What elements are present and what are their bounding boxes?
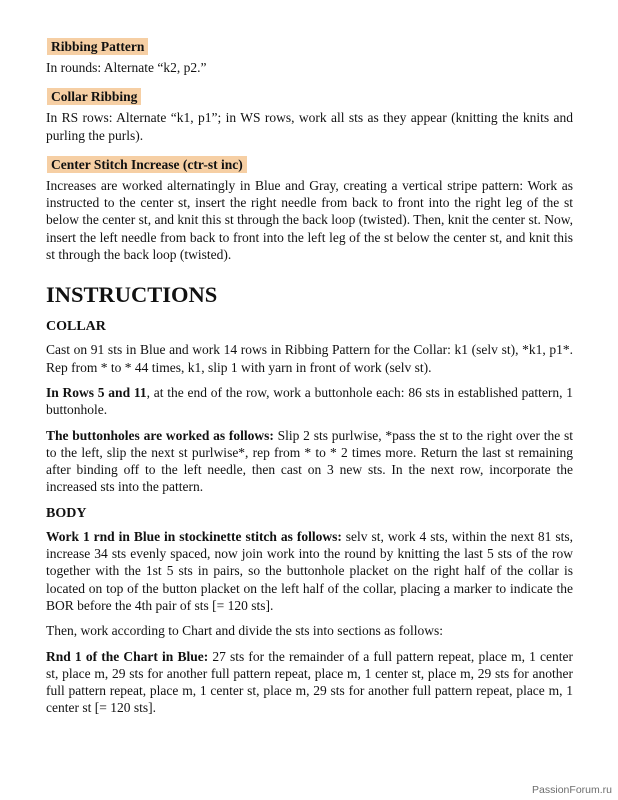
body-paragraph-3-lead: Rnd 1 of the Chart in Blue: — [46, 648, 209, 664]
collar-heading: COLLAR — [46, 319, 106, 335]
document-page — [46, 38, 573, 717]
collar-paragraph-1: Cast on 91 sts in Blue and work 14 rows in Ribbing Pattern for the Collar: k1 (selv st), *k1, p1*. Rep from * to * 44 times, k1, slip 1 with yarn in front of work (selv st). — [46, 342, 573, 375]
center-stitch-increase-text: Increases are worked alternatingly in Blue and Gray, creating a vertical stripe pattern: Work as instructed to the center st, insert the right needle from back to front into the right leg of the st below the center st, and knit this st through the back loop (twisted). Then, knit the center st. Now, insert the left needle from back to front into the left leg of the st below the center st, and knit this st through the back loop (twisted). — [46, 177, 573, 263]
body-paragraph-1-lead: Work 1 rnd in Blue in stockinette stitch as follows: — [46, 528, 342, 544]
collar-paragraph-3 — [46, 427, 573, 496]
body-paragraph-3 — [46, 648, 573, 717]
collar-ribbing-text: In RS rows: Alternate “k1, p1”; in WS rows, work all sts as they appear (knitting the knits and purling the purls). — [46, 110, 573, 143]
body-paragraph-3-text: 27 sts for the remainder of a full pattern repeat, place m, 1 center st, place m, 29 sts for another full pattern repeat, place m, 1 center st, place m, 29 sts for another full pattern repeat, place m, 1 center st, place m, 29 sts for another full pattern repeat, place m, 1 center st [= 120 sts]. — [46, 648, 573, 716]
center-stitch-increase-heading: Center Stitch Increase (ctr-st inc) — [47, 156, 247, 173]
body-heading: BODY — [46, 505, 87, 521]
collar-paragraph-2 — [46, 384, 573, 419]
collar-paragraph-2-lead: In Rows 5 and 11 — [46, 384, 147, 400]
collar-paragraph-3-lead: The buttonholes are worked as follows: — [46, 427, 274, 443]
watermark: PassionForum.ru — [532, 784, 612, 796]
collar-ribbing-heading: Collar Ribbing — [47, 88, 141, 105]
ribbing-pattern-heading: Ribbing Pattern — [47, 38, 148, 55]
collar-paragraph-2-text: , at the end of the row, work a buttonhole each: 86 sts in established pattern, 1 buttonhole. — [46, 384, 573, 418]
body-paragraph-1 — [46, 528, 573, 614]
body-paragraph-2: Then, work according to Chart and divide the sts into sections as follows: — [46, 623, 444, 639]
ribbing-pattern-text: In rounds: Alternate “k2, p2.” — [46, 60, 207, 75]
body-paragraph-1-text: selv st, work 4 sts, within the next 81 sts, increase 34 sts evenly spaced, now join work into the round by knitting the last 5 sts of the row together with the 1st 5 sts in pairs, so the buttonhole placket on the right half of the collar is located on top of the button placket on the left half of the collar, placing a marker to indicate the BOR before the 4th pair of sts [= 120 sts]. — [46, 528, 573, 613]
instructions-title: INSTRUCTIONS — [46, 282, 218, 308]
collar-paragraph-3-text: Slip 2 sts purlwise, *pass the st to the right over the st to the left, slip the next st purlwise*, rep from * to * 2 times more. Return the last st remaining after binding off to the left needle, then cast on 3 new sts. In the next row, incorporate the increased sts into the pattern. — [46, 427, 574, 495]
